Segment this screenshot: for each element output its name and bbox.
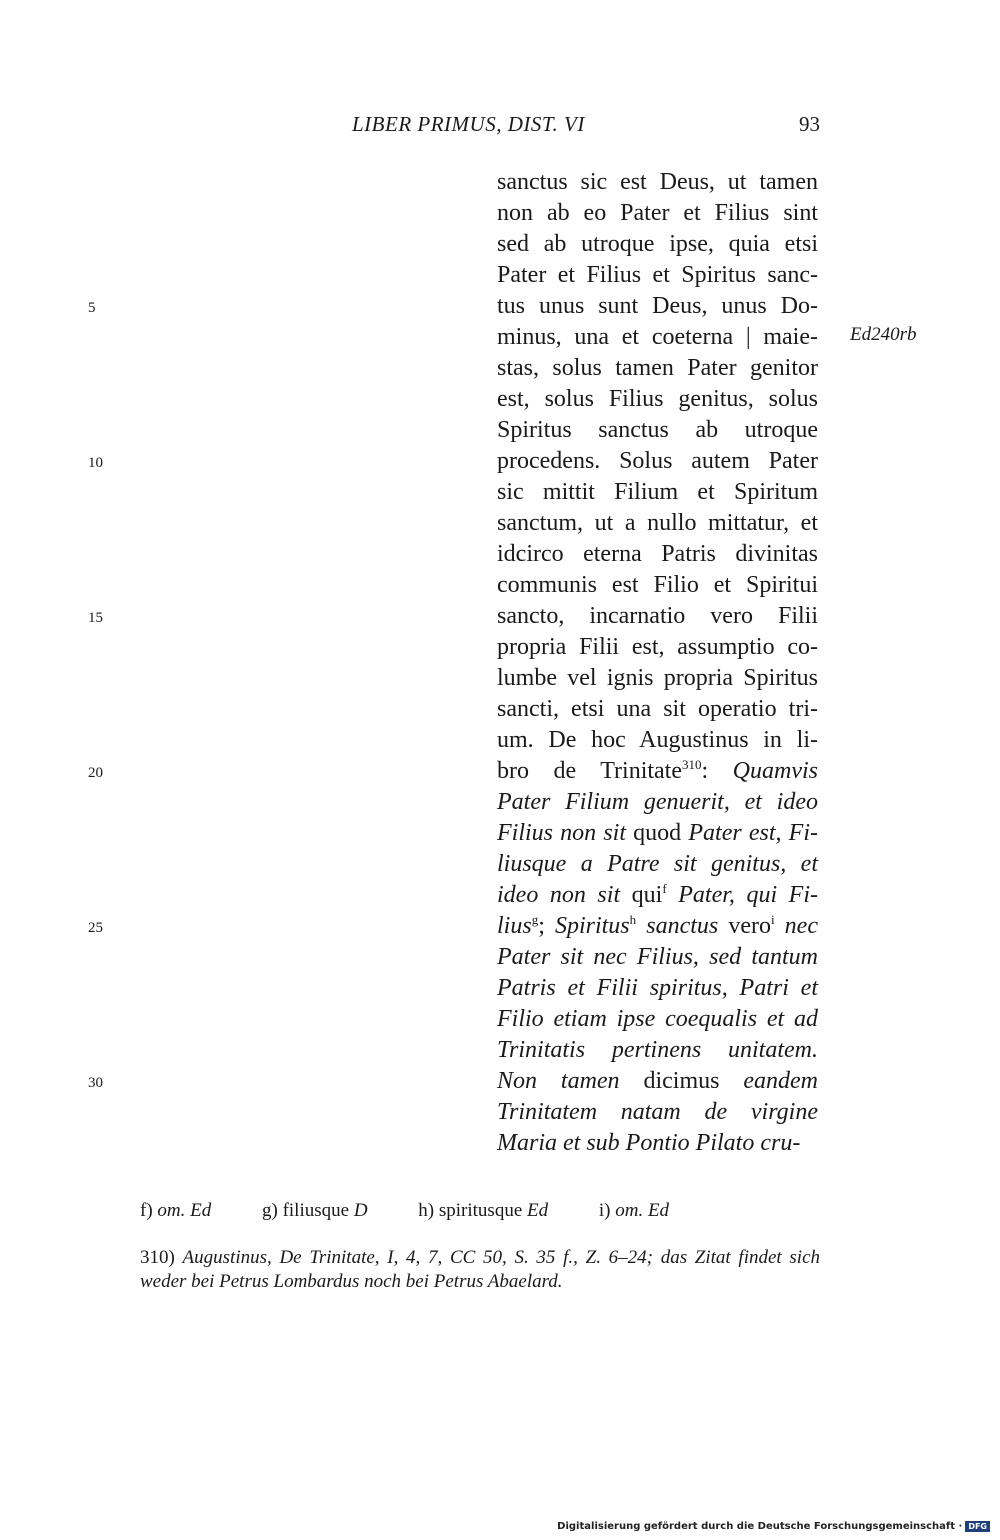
text-line: tus unus sunt Deus, unus Do- — [497, 293, 818, 319]
quotation-run: Pater Filium genuerit, et ideo — [497, 789, 818, 815]
apparatus-label: h) — [418, 1200, 439, 1221]
text-line — [497, 756, 818, 787]
apparatus-entry — [418, 1198, 548, 1224]
text-line — [497, 911, 818, 942]
quotation-run: ideo non sit — [497, 882, 621, 908]
text-line: non ab eo Pater et Filius sint — [497, 200, 818, 226]
text-line: sanctus sic est Deus, ut tamen — [497, 169, 818, 195]
quotation-run: eandem — [743, 1068, 818, 1094]
text-line: propria Filii est, assumptio co- — [497, 634, 818, 660]
text-line — [497, 1004, 818, 1035]
text-line — [497, 973, 818, 1004]
apparatus-word: spiritusque — [438, 1200, 528, 1221]
quotation-run: Maria et sub Pontio Pilato cru- — [497, 1130, 801, 1156]
text-line: stas, solus tamen Pater genitor — [497, 355, 818, 381]
text-run: bro de Trinitate — [497, 758, 682, 784]
apparatus-ref: g — [531, 912, 539, 927]
quotation-run: Pater, qui Fi- — [666, 882, 818, 908]
apparatus-label: g) — [261, 1200, 283, 1221]
critical-apparatus — [140, 1198, 820, 1224]
apparatus-entry — [262, 1198, 368, 1224]
quotation-run: liusque a Patre sit genitus, et — [497, 851, 818, 877]
quotation-run: Non tamen — [497, 1068, 620, 1094]
text-run: qui — [620, 882, 663, 908]
quotation-run: Patris et Filii spiritus, Patri et — [497, 975, 818, 1001]
credit-text: Digitalisierung gefördert durch die Deutsche Forschungsgemeinschaft · — [557, 1521, 963, 1532]
text-run: vero — [718, 913, 771, 939]
apparatus-entry — [599, 1198, 669, 1224]
text-run: : — [701, 758, 733, 784]
main-text — [497, 167, 818, 1159]
line-number: 25 — [88, 920, 103, 936]
page-number: 93 — [799, 112, 820, 136]
text-line: sancto, incarnatio vero Filii — [497, 603, 818, 629]
text-run: quod — [626, 820, 689, 846]
quotation-run: lius — [497, 913, 532, 939]
quotation-run: Quamvis — [732, 758, 818, 784]
text-line — [497, 1097, 818, 1128]
footnote-number: 310) — [140, 1247, 183, 1268]
text-line — [497, 818, 818, 849]
text-line: sanctum, ut a nullo mittatur, et — [497, 510, 818, 536]
apparatus-label: f) — [140, 1200, 158, 1221]
quotation-run: Trinitatem natam de virgine — [497, 1099, 818, 1125]
text-line: Pater et Filius et Spiritus sanc- — [497, 262, 818, 288]
quotation-run: Filius non sit — [497, 820, 627, 846]
text-line — [497, 1066, 818, 1097]
apparatus-siglum: om. Ed — [157, 1200, 212, 1221]
quotation-run: Pater est, Fi- — [688, 820, 818, 846]
text-line — [497, 880, 818, 911]
apparatus-ref: i — [770, 912, 775, 927]
text-line: lumbe vel ignis propria Spiritus — [497, 665, 818, 691]
apparatus-entry — [140, 1198, 211, 1224]
line-number: 20 — [88, 765, 103, 781]
quotation-run: Filio etiam ipse coequalis et ad — [497, 1006, 818, 1032]
text-line — [497, 1128, 818, 1159]
line-number: 30 — [88, 1075, 103, 1091]
text-line — [497, 787, 818, 818]
line-number: 5 — [88, 300, 96, 316]
quotation-run: Spiritus — [554, 913, 630, 939]
line-numbers — [88, 298, 128, 1228]
text-line: communis est Filio et Spiritui — [497, 572, 818, 598]
page-header — [140, 112, 820, 142]
apparatus-label: i) — [598, 1200, 616, 1221]
apparatus-siglum: D — [353, 1200, 368, 1221]
text-line — [497, 1035, 818, 1066]
marginal-note: Ed240rb — [850, 324, 917, 345]
text-line — [497, 849, 818, 880]
text-line — [497, 942, 818, 973]
text-line: sed ab utroque ipse, quia etsi — [497, 231, 818, 257]
text-run: dicimus — [619, 1068, 744, 1094]
text-line: Spiritus sanctus ab utroque — [497, 417, 818, 443]
text-run: ; — [538, 913, 555, 939]
text-line: minus, una et coeterna | maie- — [497, 324, 818, 350]
quotation-run: Trinitatis pertinens unitatem. — [497, 1037, 818, 1063]
running-title: LIBER PRIMUS, DIST. VI — [352, 112, 585, 136]
text-line: procedens. Solus autem Pater — [497, 448, 818, 474]
apparatus-siglum: om. Ed — [615, 1200, 670, 1221]
text-line: um. De hoc Augustinus in li- — [497, 727, 818, 753]
apparatus-siglum: Ed — [527, 1200, 549, 1221]
footnote-ref: 310 — [682, 757, 702, 772]
text-line: est, solus Filius genitus, solus — [497, 386, 818, 412]
dfg-logo-icon: DFG — [965, 1521, 990, 1532]
apparatus-ref: h — [629, 912, 637, 927]
apparatus-word: filiusque — [282, 1200, 354, 1221]
quotation-run: Pater sit nec Filius, sed tantum — [497, 944, 818, 970]
apparatus-ref: f — [662, 881, 667, 896]
line-number: 15 — [88, 610, 103, 626]
text-line: sancti, etsi una sit operatio tri- — [497, 696, 818, 722]
text-line: idcirco eterna Patris divinitas — [497, 541, 818, 567]
footnote-text: Augustinus, De Trinitate, I, 4, 7, CC 50, S. 35 f., Z. 6–24; das Zitat findet sich weder bei Petrus Lombardus noch bei Petrus Abaelard. — [140, 1247, 820, 1292]
quotation-run: sanctus — [636, 913, 719, 939]
quotation-run: nec — [774, 913, 818, 939]
footnote — [140, 1246, 820, 1294]
digitization-credit — [557, 1521, 990, 1532]
text-line: sic mittit Filium et Spiritum — [497, 479, 818, 505]
line-number: 10 — [88, 455, 103, 471]
